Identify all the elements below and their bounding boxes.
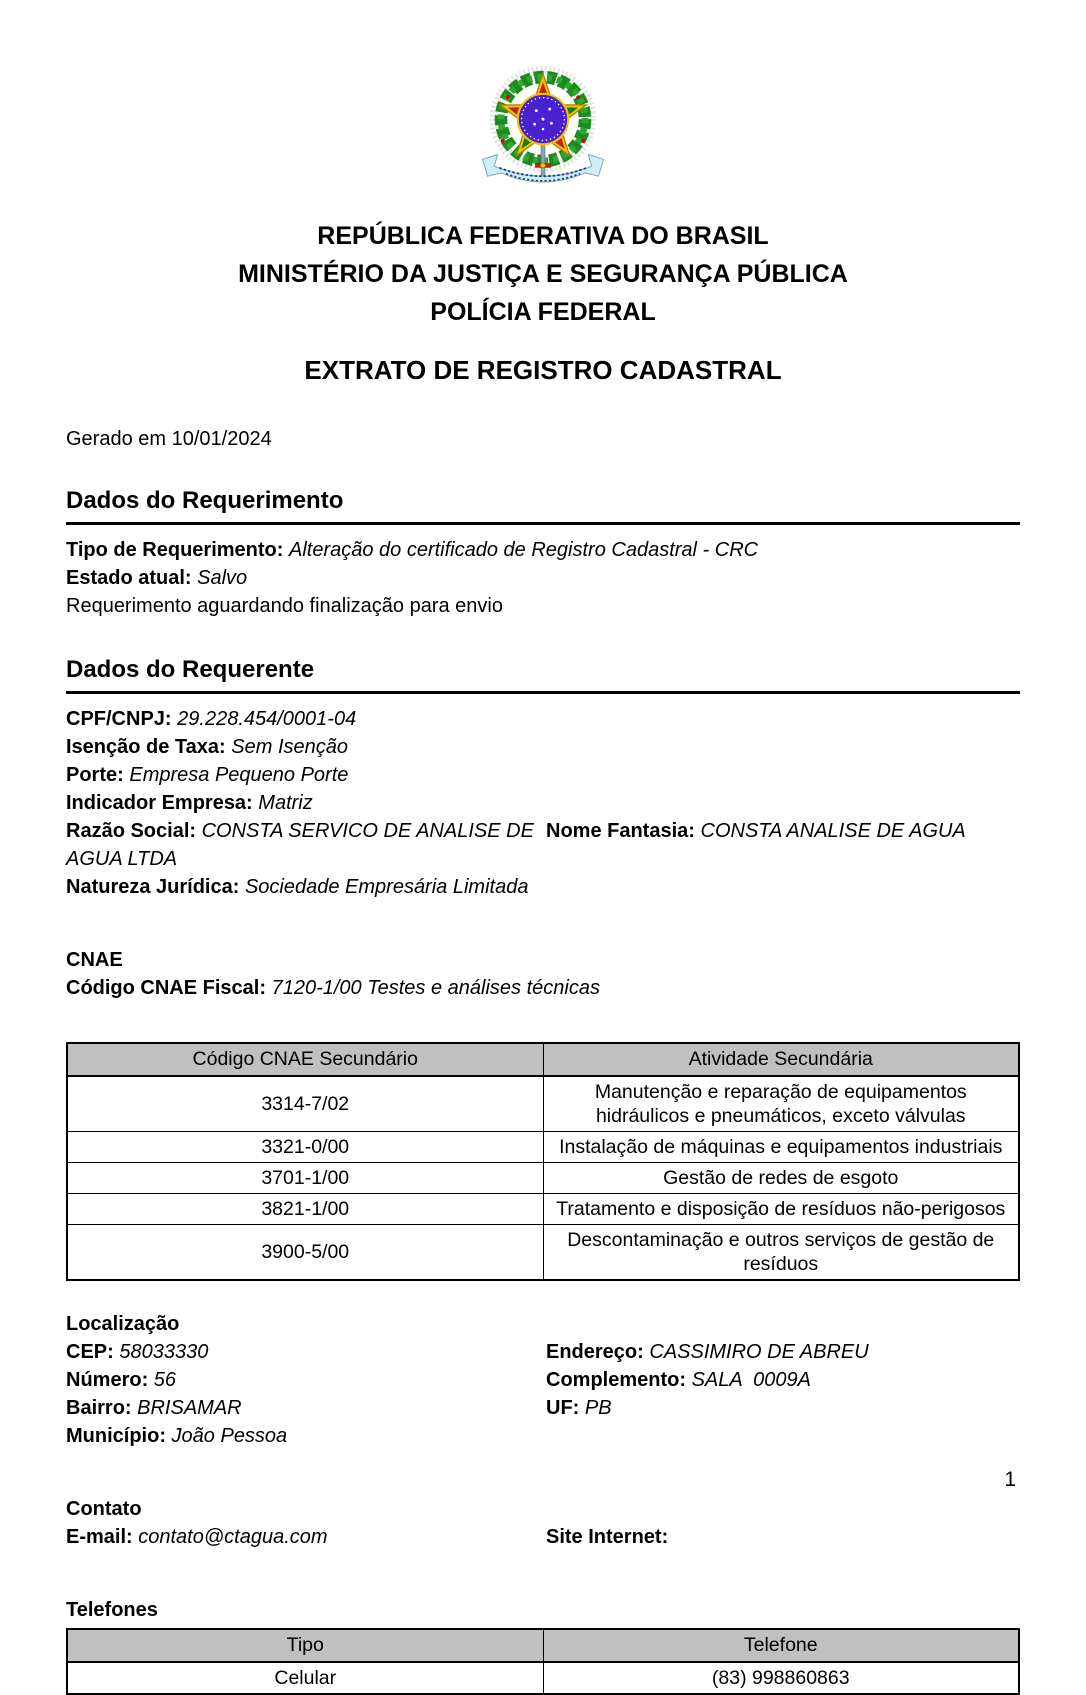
- field-label: Estado atual:: [66, 567, 192, 589]
- cell-codigo: 3321-0/00: [67, 1132, 543, 1163]
- localizacao-row-3: [66, 1394, 1020, 1422]
- field-email: [66, 1523, 546, 1551]
- field-tipo-requerimento: [66, 536, 1020, 564]
- field-value: PB: [584, 1397, 612, 1419]
- field-value: Sem Isenção: [231, 736, 348, 758]
- field-indicador-empresa: [66, 789, 1020, 817]
- localizacao-row-2: [66, 1366, 1020, 1394]
- column-header-codigo: Código CNAE Secundário: [67, 1043, 543, 1076]
- cell-atividade: Instalação de máquinas e equipamentos industriais: [543, 1132, 1019, 1163]
- field-value: SALA 0009A: [691, 1369, 811, 1391]
- field-bairro: [66, 1394, 546, 1422]
- cell-telefone: (83) 998860863: [543, 1662, 1019, 1694]
- org-line-ministry: MINISTÉRIO DA JUSTIÇA E SEGURANÇA PÚBLICA: [238, 260, 848, 288]
- field-label: Código CNAE Fiscal:: [66, 977, 267, 999]
- localizacao-heading: Localização: [66, 1313, 180, 1335]
- cnae-secondary-table: [66, 1042, 1020, 1281]
- field-label: Site Internet:: [546, 1526, 669, 1548]
- field-label: Porte:: [66, 764, 124, 786]
- field-uf: [546, 1394, 1020, 1422]
- org-line-republic: REPÚBLICA FEDERATIVA DO BRASIL: [317, 222, 769, 250]
- field-label: Natureza Jurídica:: [66, 876, 240, 898]
- field-value: CONSTA ANALISE DE AGUA: [700, 820, 966, 842]
- field-value: João Pessoa: [171, 1425, 288, 1447]
- field-label: Razão Social:: [66, 820, 197, 842]
- localizacao-row-1: [66, 1338, 1020, 1366]
- field-label: Bairro:: [66, 1397, 132, 1419]
- table-row: [67, 1163, 1019, 1194]
- field-razao-social: [66, 817, 546, 873]
- field-cpf-cnpj: [66, 705, 1020, 733]
- table-row: [67, 1662, 1019, 1694]
- field-value: BRISAMAR: [137, 1397, 242, 1419]
- field-label: E-mail:: [66, 1526, 133, 1548]
- column-header-atividade: Atividade Secundária: [543, 1043, 1019, 1076]
- column-header-tipo: Tipo: [67, 1629, 543, 1662]
- column-header-telefone: Telefone: [543, 1629, 1019, 1662]
- brazil-coat-of-arms-icon: [459, 62, 627, 198]
- org-header: [66, 217, 1020, 331]
- field-porte: [66, 761, 1020, 789]
- field-label: Nome Fantasia:: [546, 820, 695, 842]
- field-value: Alteração do certificado de Registro Cadastral - CRC: [288, 539, 759, 561]
- contato-row: [66, 1523, 1020, 1551]
- table-row: [67, 1132, 1019, 1163]
- field-value: 58033330: [119, 1341, 209, 1363]
- table-row: [67, 1194, 1019, 1225]
- field-complemento: [546, 1366, 1020, 1394]
- cell-atividade: Manutenção e reparação de equipamentos hidráulicos e pneumáticos, exceto válvulas: [543, 1076, 1019, 1132]
- field-value: 56: [153, 1369, 177, 1391]
- org-line-police: POLÍCIA FEDERAL: [430, 298, 656, 326]
- emblem-container: [66, 62, 1020, 203]
- field-label: Complemento:: [546, 1369, 686, 1391]
- page-number: 1: [1004, 1468, 1016, 1491]
- field-value: Matriz: [258, 792, 313, 814]
- field-label: Município:: [66, 1425, 166, 1447]
- field-value: Empresa Pequeno Porte: [129, 764, 349, 786]
- field-isencao-taxa: [66, 733, 1020, 761]
- table-row: [67, 1076, 1019, 1132]
- field-label: CEP:: [66, 1341, 114, 1363]
- cell-codigo: 3701-1/00: [67, 1163, 543, 1194]
- field-municipio: [66, 1422, 1020, 1450]
- cell-tipo: Celular: [67, 1662, 543, 1694]
- field-value: Sociedade Empresária Limitada: [244, 876, 529, 898]
- field-value: 29.228.454/0001-04: [177, 708, 357, 730]
- generated-date: Gerado em 10/01/2024: [66, 428, 272, 450]
- razao-fantasia-row: [66, 817, 1020, 873]
- cnae-heading: CNAE: [66, 949, 123, 971]
- table-header-row: [67, 1629, 1019, 1662]
- cell-atividade: Gestão de redes de esgoto: [543, 1163, 1019, 1194]
- cell-atividade: Tratamento e disposição de resíduos não-perigosos: [543, 1194, 1019, 1225]
- field-estado-atual: [66, 564, 1020, 592]
- cell-codigo: 3900-5/00: [67, 1225, 543, 1281]
- field-site-internet: [546, 1523, 1020, 1551]
- field-value: CONSTA SERVICO DE ANALISE DE AGUA LTDA: [66, 820, 539, 870]
- field-cep: [66, 1338, 546, 1366]
- telefones-heading: Telefones: [66, 1599, 158, 1621]
- table-row: [67, 1225, 1019, 1281]
- field-label: Número:: [66, 1369, 149, 1391]
- document-title: EXTRATO DE REGISTRO CADASTRAL: [304, 355, 782, 385]
- field-numero: [66, 1366, 546, 1394]
- field-label: CPF/CNPJ:: [66, 708, 172, 730]
- field-label: Isenção de Taxa:: [66, 736, 226, 758]
- telefones-table: [66, 1628, 1020, 1695]
- field-label: Endereço:: [546, 1341, 644, 1363]
- field-label: Tipo de Requerimento:: [66, 539, 284, 561]
- table-header-row: [67, 1043, 1019, 1076]
- field-nome-fantasia: [546, 817, 1020, 845]
- field-value: 7120-1/00 Testes e análises técnicas: [271, 977, 600, 999]
- cell-codigo: 3314-7/02: [67, 1076, 543, 1132]
- section-heading-requerimento: Dados do Requerimento: [66, 487, 1020, 525]
- cell-codigo: 3821-1/00: [67, 1194, 543, 1225]
- field-label: Indicador Empresa:: [66, 792, 253, 814]
- field-cnae-fiscal: [66, 974, 1020, 1002]
- requerimento-status-note: Requerimento aguardando finalização para envio: [66, 595, 503, 617]
- field-value: contato@ctagua.com: [138, 1526, 328, 1548]
- section-heading-requerente: Dados do Requerente: [66, 656, 1020, 694]
- field-value: Salvo: [197, 567, 248, 589]
- field-value: CASSIMIRO DE ABREU: [649, 1341, 869, 1363]
- field-endereco: [546, 1338, 1020, 1366]
- field-label: UF:: [546, 1397, 580, 1419]
- cell-atividade: Descontaminação e outros serviços de gestão de resíduos: [543, 1225, 1019, 1281]
- contato-heading: Contato: [66, 1498, 142, 1520]
- field-natureza-juridica: [66, 873, 1020, 901]
